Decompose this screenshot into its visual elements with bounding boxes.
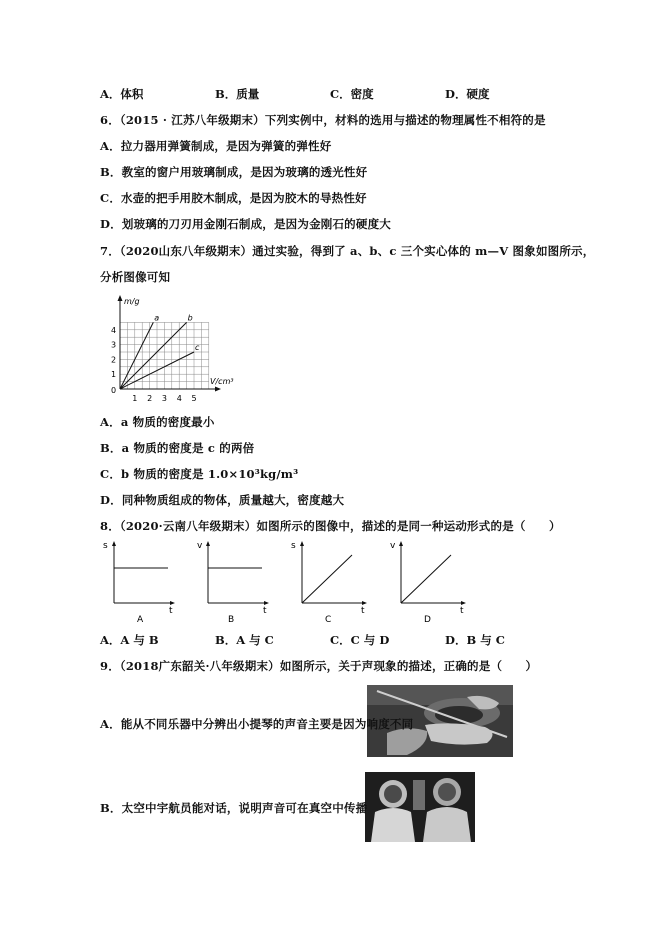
q5-option-b: B．质量 xyxy=(215,87,260,101)
astronaut-photo xyxy=(365,772,475,842)
graph-origin-label: 0 xyxy=(111,386,117,395)
graph-y-label: m/g xyxy=(124,297,140,306)
x-tick-label: 4 xyxy=(176,394,182,403)
q8-option-d: D．B 与 C xyxy=(445,633,505,647)
q8-option-b: B．A 与 C xyxy=(215,633,274,647)
series-label-a: a xyxy=(154,313,160,323)
graph-a-y-label: s xyxy=(103,541,108,551)
q9-option-a: A．能从不同乐器中分辨出小提琴的声音主要是因为响度不同 xyxy=(100,717,414,731)
motion-graph-a xyxy=(100,538,180,626)
q6-option-d: D．划玻璃的刀刃用金刚石制成，是因为金刚石的硬度大 xyxy=(100,217,391,231)
graph-c-y-label: s xyxy=(291,541,296,551)
q7-stem-line2: 分析图像可知 xyxy=(100,270,171,284)
y-tick-label: 1 xyxy=(111,370,117,380)
series-line-b xyxy=(120,322,187,389)
q6-option-b: B．教室的窗户用玻璃制成，是因为玻璃的透光性好 xyxy=(100,165,368,179)
y-tick-label: 2 xyxy=(111,355,117,365)
q7-option-b: B．a 物质的密度是 c 的两倍 xyxy=(100,441,255,455)
x-tick-label: 5 xyxy=(191,394,197,403)
graph-d-y-label: v xyxy=(390,541,396,551)
graph-a-caption: A xyxy=(137,615,144,625)
q9-stem: 9．（2018广东韶关·八年级期末）如图所示，关于声现象的描述，正确的是（ ） xyxy=(100,659,538,673)
q5-option-d: D．硬度 xyxy=(445,87,490,101)
graph-c-line xyxy=(302,555,352,603)
graph-c-x-label: t xyxy=(361,606,365,616)
q8-option-c: C．C 与 D xyxy=(330,633,390,647)
graph-c-caption: C xyxy=(325,615,332,625)
q6-stem: 6．（2015 · 江苏八年级期末）下列实例中，材料的选用与描述的物理属性不相符的是 xyxy=(100,113,546,127)
graph-b-y-label: v xyxy=(197,541,203,551)
motion-graph-d xyxy=(387,538,471,626)
q6-option-c: C．水壶的把手用胶木制成，是因为胶木的导热性好 xyxy=(100,191,367,205)
graph-b-x-label: t xyxy=(263,606,267,616)
motion-graph-b xyxy=(194,538,274,626)
mass-volume-graph xyxy=(100,292,250,404)
graph-d-line xyxy=(401,555,451,603)
x-tick-label: 1 xyxy=(132,394,138,403)
graph-grid xyxy=(120,322,209,389)
q7-option-c: C．b 物质的密度是 1.0×10³kg/m³ xyxy=(100,467,299,481)
graph-x-ticks xyxy=(132,394,196,403)
series-line-a xyxy=(120,322,153,389)
q8-stem: 8．（2020·云南八年级期末）如图所示的图像中，描述的是同一种运动形式的是（ ） xyxy=(100,519,561,533)
graph-y-ticks xyxy=(111,326,116,379)
q7-stem-line1: 7．（2020山东八年级期末）通过实验，得到了 a、b、c 三个实心体的 m—V 图象如图所示， xyxy=(100,244,595,258)
q8-option-a: A．A 与 B xyxy=(100,633,159,647)
graph-axes xyxy=(118,295,222,392)
x-tick-label: 2 xyxy=(147,394,153,403)
q6-option-a: A．拉力器用弹簧制成，是因为弹簧的弹性好 xyxy=(100,139,332,153)
q9-option-b: B．太空中宇航员能对话，说明声音可在真空中传播 xyxy=(100,801,368,815)
q7-option-d: D．同种物质组成的物体，质量越大，密度越大 xyxy=(100,493,345,507)
graph-d-x-label: t xyxy=(460,606,464,616)
series-label-b: b xyxy=(187,313,193,323)
graph-d-caption: D xyxy=(424,615,431,625)
graph-a-x-label: t xyxy=(169,606,173,616)
y-tick-label: 3 xyxy=(111,340,117,350)
motion-graph-c xyxy=(288,538,372,626)
q5-option-c: C．密度 xyxy=(330,87,374,101)
graph-b-caption: B xyxy=(228,615,235,625)
q7-option-a: A．a 物质的密度最小 xyxy=(100,415,215,429)
x-tick-label: 3 xyxy=(161,394,167,403)
q5-option-a: A．体积 xyxy=(100,87,144,101)
y-tick-label: 4 xyxy=(111,325,117,335)
graph-x-label: V/cm³ xyxy=(210,377,234,386)
series-label-c: c xyxy=(195,343,200,352)
